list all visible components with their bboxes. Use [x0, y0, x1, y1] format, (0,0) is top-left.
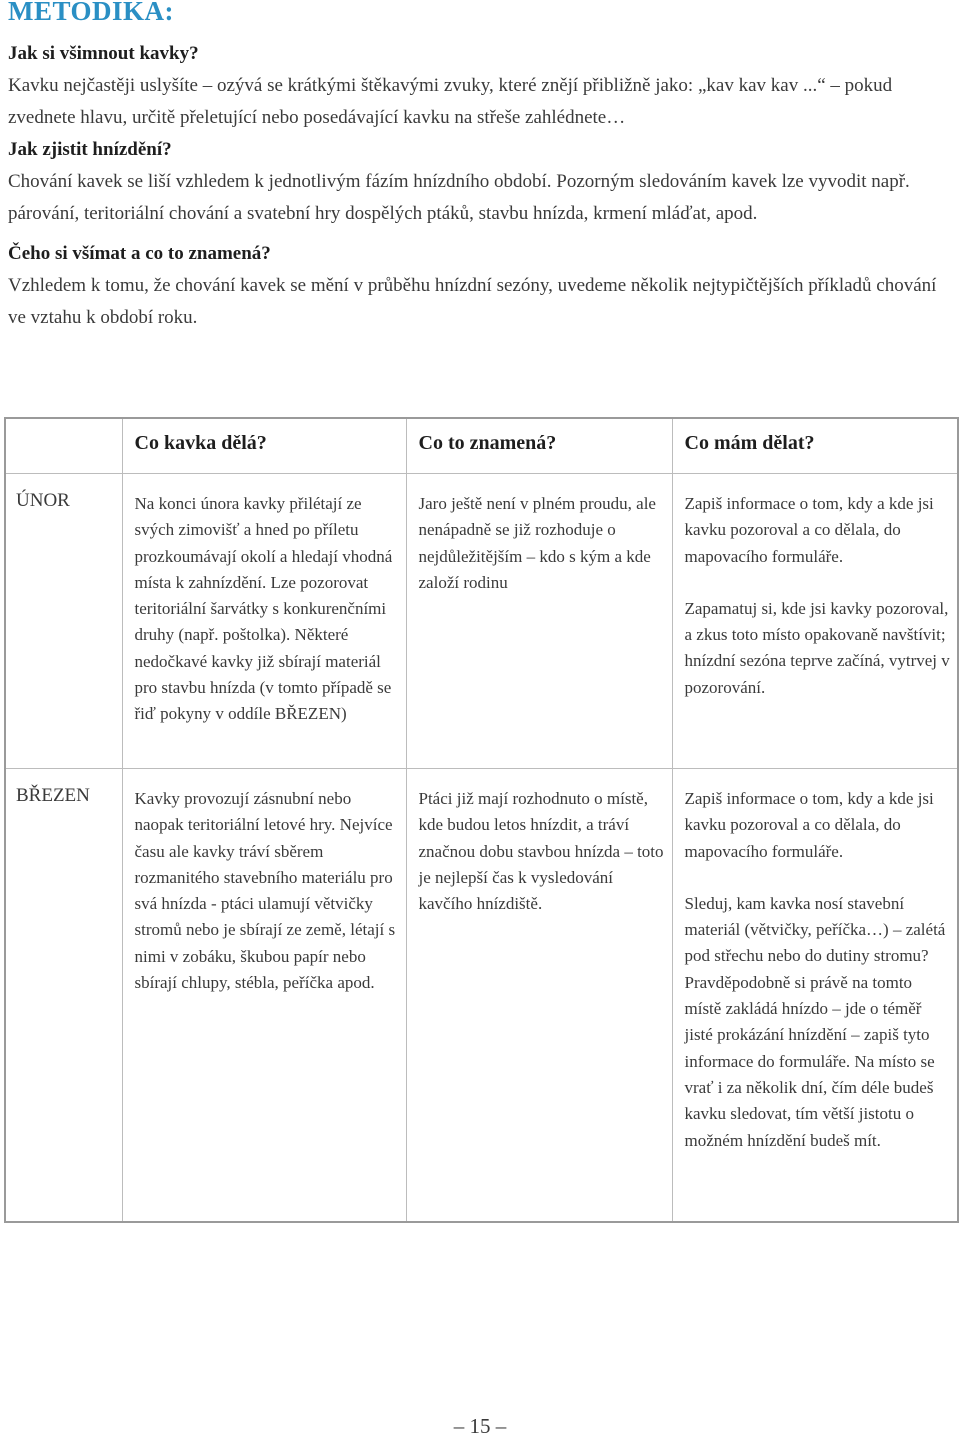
- table-row-brezen: [5, 769, 958, 1223]
- todo-paragraph: Zapiš informace o tom, kdy a kde jsi kavku pozoroval a co dělala, do mapovacího formuláře.: [684, 494, 934, 566]
- page-number: – 15 –: [453, 1414, 507, 1438]
- todo-paragraph: Sleduj, kam kavka nosí stavební materiál (větvičky, peříčka…) – zalétá pod střechu nebo do dutiny stromu? Pravděpodobně si právě na tomto místě zakládá hnízdo – jde o téměř jisté prokázání hnízdění – zapiš tyto informace do formuláře. Na místo se vrať i za několik dní, čím déle budeš kavku sledovat, tím větší jistotu o možném hnízdění budeš mít.: [684, 893, 946, 1150]
- question-notice-jackdaw: Jak si všimnout kavky?: [8, 43, 199, 64]
- header-what-does: Co kavka dělá?: [122, 418, 406, 474]
- todo-cell: [672, 474, 958, 769]
- paragraph-notice-jackdaw: Kavku nejčastěji uslyšíte – ozývá se krátkými štěkavými zvuky, které znějí přibližně jako: „kav kav kav ...“ – pokud zvednete hlavu, určitě přeletující nebo posedávající kavku na střeše zahlédnete…: [8, 75, 893, 128]
- header-month: [5, 418, 122, 474]
- question-what-to-notice: Čeho si všímat a co to znamená?: [8, 243, 271, 264]
- table-row-unor: [5, 474, 958, 769]
- question-nesting: Jak zjistit hnízdění?: [8, 139, 172, 160]
- behaviour-cell: Kavky provozují zásnubní nebo naopak teritoriální letové hry. Nejvíce času ale kavky tráví sběrem rozmanitého stavebního materiálu pro svá hnízda - ptáci ulamují větvičky stromů nebo je sbírají ze země, létají s nimi v zobáku, škubou papír nebo sbírají chlupy, stébla, peříčka apod.: [122, 769, 406, 1223]
- paragraph-nesting: Chování kavek se liší vzhledem k jednotlivým fázím hnízdního období. Pozorným sledováním kavek lze vyvodit např. párování, teritoriální chování a svatební hry dospělých ptáků, stavbu hnízda, krmení mláďat, apod.: [8, 171, 910, 224]
- month-cell: BŘEZEN: [5, 769, 122, 1223]
- header-what-means: Co to znamená?: [406, 418, 672, 474]
- header-what-to-do: Co mám dělat?: [672, 418, 958, 474]
- todo-cell: [672, 769, 958, 1223]
- meaning-cell: Ptáci již mají rozhodnuto o místě, kde budou letos hnízdit, a tráví značnou dobu stavbou hnízda – toto je nejlepší čas k vysledování kavčího hnízdiště.: [406, 769, 672, 1223]
- table-header-row: [5, 418, 958, 474]
- meaning-cell: Jaro ještě není v plném proudu, ale nenápadně se již rozhoduje o nejdůležitějším – kdo s kým a kde založí rodinu: [406, 474, 672, 769]
- intro-section: [8, 38, 958, 334]
- behaviour-table: [4, 417, 959, 1223]
- behaviour-cell: Na konci února kavky přilétají ze svých zimovišť a hned po příletu prozkoumávají okolí a hledají vhodná místa k zahnízdění. Lze pozorovat teritoriální šarvátky s konkurenčními druhy (např. poštolka). Některé nedočkavé kavky již sbírají materiál pro stavbu hnízda (v tomto případě se řiď pokyny v oddíle BŘEZEN): [122, 474, 406, 769]
- paragraph-what-to-notice: Vzhledem k tomu, že chování kavek se mění v průběhu hnízdní sezóny, uvedeme několik nejtypičtějších příkladů chování ve vztahu k období roku.: [8, 275, 937, 328]
- page-heading: METODIKA:: [8, 0, 175, 26]
- todo-paragraph: Zapamatuj si, kde jsi kavky pozoroval, a zkus toto místo opakovaně navštívit; hnízdní sezóna teprve začíná, vytrvej v pozorování.: [684, 598, 950, 697]
- todo-paragraph: Zapiš informace o tom, kdy a kde jsi kavku pozoroval a co dělala, do mapovacího formuláře.: [684, 789, 934, 861]
- month-cell: ÚNOR: [5, 474, 122, 769]
